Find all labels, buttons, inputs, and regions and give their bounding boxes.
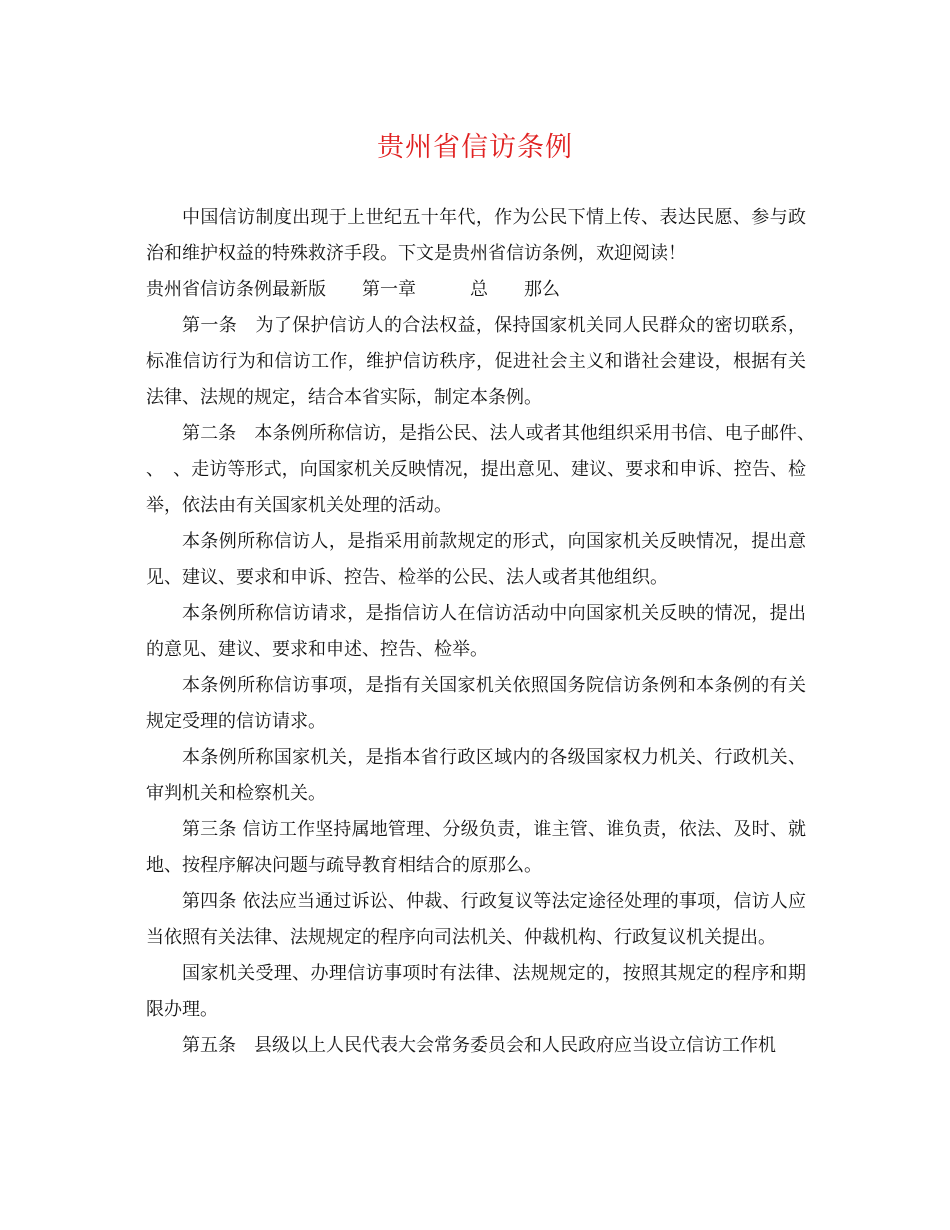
paragraph-organ-definition: 本条例所称国家机关，是指本省行政区域内的各级国家权力机关、行政机关、审判机关和检察机关。 [146,747,806,804]
paragraph-request-definition: 本条例所称信访请求，是指信访人在信访活动中向国家机关反映的情况，提出的意见、建议、要求和申述、控告、检举。 [146,603,806,660]
paragraph-article-2: 第二条 本条例所称信访，是指公民、法人或者其他组织采用书信、电子邮件、 、 、走访等形式，向国家机关反映情况，提出意见、建议、要求和申诉、控告、检举，依法由有关国家机关处理的活动。 [146,423,824,516]
paragraph-article-5: 第五条 县级以上人民代表大会常务委员会和人民政府应当设立信访工作机 [182,1035,776,1056]
chapter-heading: 贵州省信访条例最新版 第一章 总 那么 [146,279,560,300]
paragraph-article-1: 第一条 为了保护信访人的合法权益，保持国家机关同人民群众的密切联系，标准信访行为和信访工作，维护信访秩序，促进社会主义和谐社会建设，根据有关法律、法规的规定，结合本省实际，制定本条例。 [146,315,806,408]
paragraph-procedure: 国家机关受理、办理信访事项时有法律、法规规定的，按照其规定的程序和期限办理。 [146,963,806,1020]
document-body [146,200,824,1064]
paragraph-matter-definition: 本条例所称信访事项，是指有关国家机关依照国务院信访条例和本条例的有关规定受理的信访请求。 [146,675,806,732]
paragraph-intro: 中国信访制度出现于上世纪五十年代，作为公民下情上传、表达民愿、参与政治和维护权益的特殊救济手段。下文是贵州省信访条例，欢迎阅读！ [146,207,806,264]
paragraph-article-4: 第四条 依法应当通过诉讼、仲裁、行政复议等法定途径处理的事项，信访人应当依照有关法律、法规规定的程序向司法机关、仲裁机构、行政复议机关提出。 [146,891,806,948]
document-title: 贵州省信访条例 [377,132,573,163]
paragraph-petitioner-definition: 本条例所称信访人，是指采用前款规定的形式，向国家机关反映情况，提出意见、建议、要求和申诉、控告、检举的公民、法人或者其他组织。 [146,531,806,588]
paragraph-article-3: 第三条 信访工作坚持属地管理、分级负责，谁主管、谁负责，依法、及时、就地、按程序解决问题与疏导教育相结合的原那么。 [146,819,806,876]
